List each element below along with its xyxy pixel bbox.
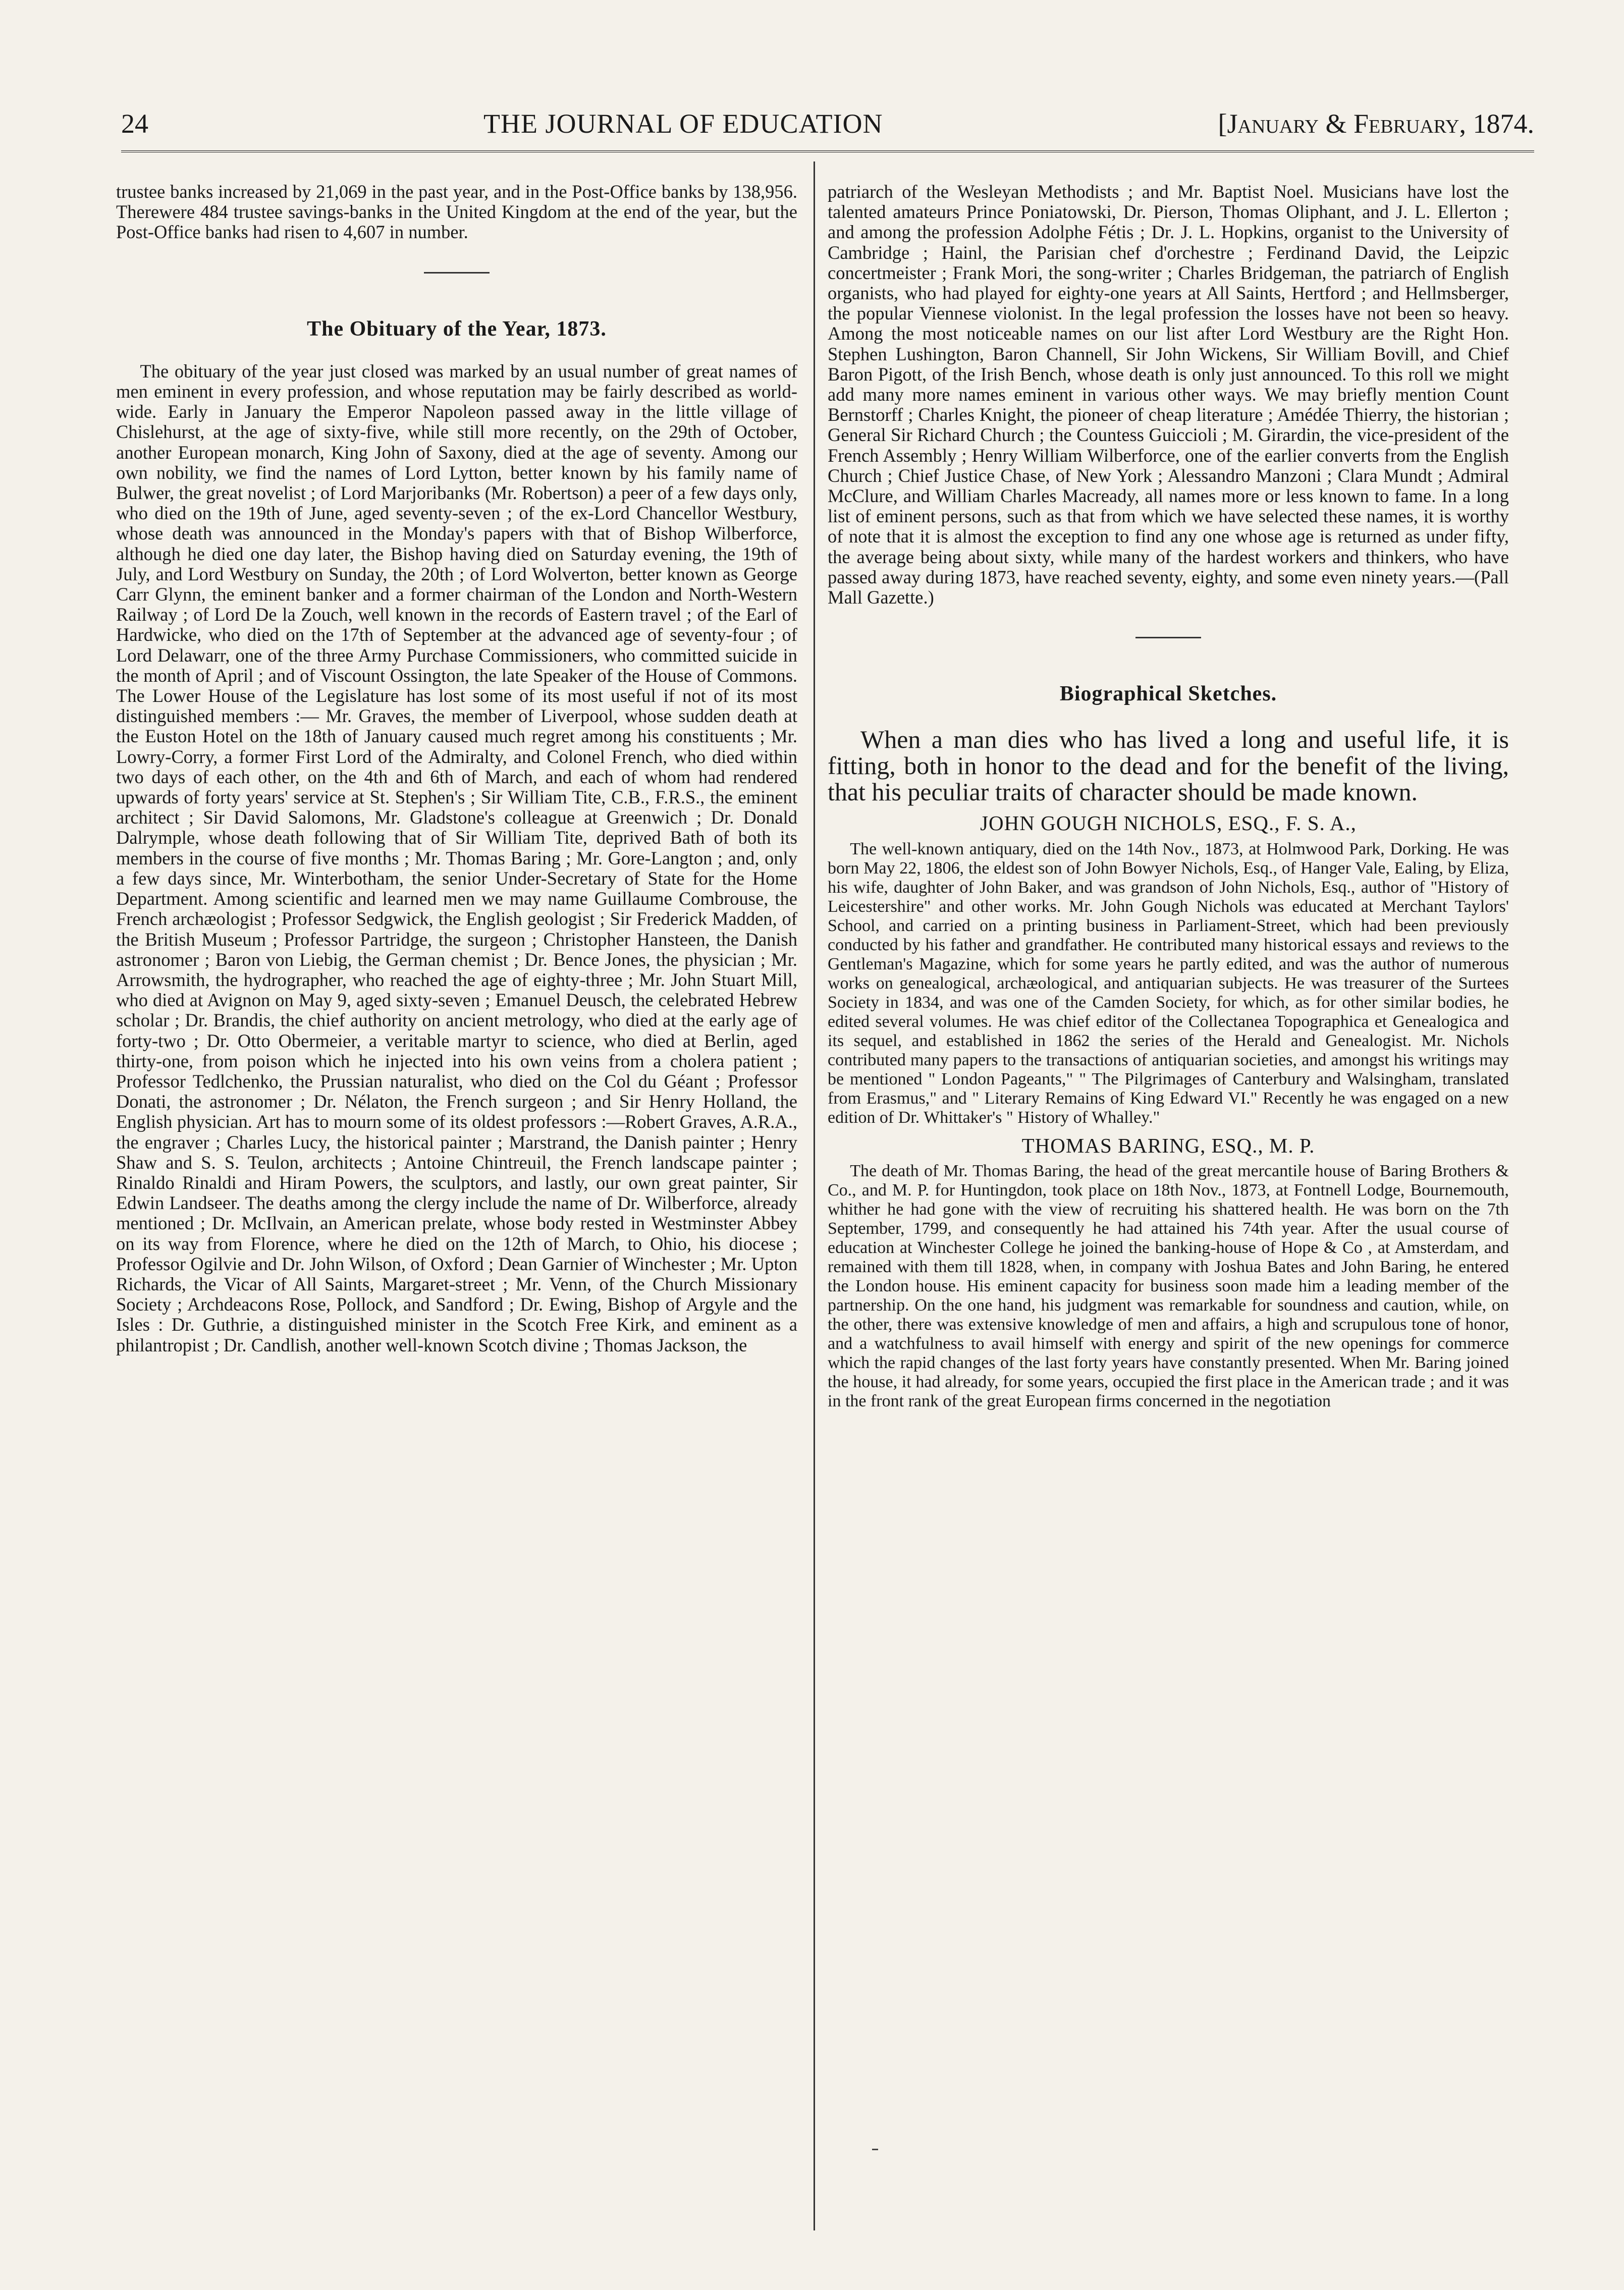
obituary-continuation: patriarch of the Wesleyan Methodists ; and Mr. Baptist Noel. Musicians have lost the talented amateurs Prince Poniatowski, Dr. Pierson, Thomas Oliphant, and J. L. Ellerton ; and among the profession Adolphe Fétis ; Dr. J. L. Hopkins, organist to the University of Cambridge ; Hainl, the Parisian chef d'orchestre ; Ferdinand David, the Leipzic concertmeister ; Frank Mori, the song-writer ; Charles Bridgeman, the patriarch of English organists, who had played for eighty-one years at All Saints, Hertford ; and Hellmsberger, the popular Viennese violonist. In the legal profession the losses have not been so heavy. Among the most noticeable names on our list after Lord Westbury are the Right Hon. Stephen Lushington, Baron Channell, Sir John Wickens, Sir William Bovill, and Chief Baron Pigott, of the Irish Bench, whose death is only just announced. To this roll we might add many more names eminent in various other ways. We may briefly mention Count Bernstorff ; Charles Knight, the pioneer of cheap literature ; Amédée Thierry, the historian ; General Sir Richard Church ; the Countess Guiccioli ; M. Girardin, the vice-president of the French Assembly ; Henry William Wilberforce, one of the earlier converts from the English Church ; Chief Justice Chase, of New York ; Alessandro Manzoni ; Clara Mundt ; Admiral McClure, and William Charles Macready, all names more or less known to fame. In a long list of eminent persons, such as that from which we have selected these names, it is worthy of note that it is almost the exception to find any one whose age is returned as under fifty, the average being about sixty, while many of the hardest workers and thinkers, who have passed away during 1873, have reached seventy, eighty, and some even ninety years.—(Pall Mall Gazette.) xyxy=(828,182,1509,608)
issue-date: [January & February, 1874. xyxy=(1218,108,1534,139)
section-separator xyxy=(1135,637,1201,638)
obituary-text: The obituary of the year just closed was marked by an usual number of great names of men eminent in every profession, and whose reputation may be fairly described as world-wide. Early in January the Emperor Napoleon passed away in the little village of Chislehurst, at the age of sixty-five, while still more recently, on the 29th of October, another European monarch, King John of Saxony, died at the age of seventy. Among our own nobility, we find the names of Lord Lytton, better known by his family name of Bulwer, the great novelist ; of Lord Marjoribanks (Mr. Robertson) a peer of a few days only, who died on the 19th of June, aged seventy-seven ; of the ex-Lord Chancellor Westbury, whose death was announced in the Monday's papers with that of Bishop Wilberforce, although he died one day later, the Bishop having died on Saturday evening, the 19th of July, and Lord Westbury on Sunday, the 20th ; of Lord Wolverton, better known as George Carr Glynn, the eminent banker and a former chairman of the London and North-Western Railway ; of Lord De la Zouch, well known in the records of Eastern travel ; of the Earl of Hardwicke, who died on the 17th of September at the advanced age of seventy-four ; of Lord Delawarr, one of the three Army Purchase Commissioners, who committed suicide in the month of April ; and of Viscount Ossington, the late Speaker of the House of Commons. The Lower House of the Legislature has lost some of its most useful if not of its most distinguished members :— Mr. Graves, the member of Liverpool, whose sudden death at the Euston Hotel on the 18th of January caused much regret among his constituents ; Mr. Lowry-Corry, a former First Lord of the Admiralty, and Colonel French, who died within two days of each other, on the 4th and 6th of March, and each of whom had rendered upwards of forty years' service at St. Stephen's ; Sir William Tite, C.B., F.R.S., the eminent architect ; Sir David Salomons, Mr. Gladstone's colleague at Greenwich ; Dr. Donald Dalrymple, whose death following that of Sir William Tite, deprived Bath of both its members in the course of five months ; Mr. Thomas Baring ; Mr. Gore-Langton ; and, only a few days since, Mr. Winterbotham, the senior Under-Secretary of State for the Home Department. Among scientific and learned men we may name Guillaume Combrouse, the French archæologist ; Professor Sedgwick, the English geologist ; Sir Frederick Madden, of the British Museum ; Professor Partridge, the surgeon ; Christopher Hansteen, the Danish astronomer ; Baron von Liebig, the German chemist ; Dr. Bence Jones, the physician ; Mr. Arrowsmith, the hydrographer, who reached the age of eighty-three ; Mr. John Stuart Mill, who died at Avignon on May 9, aged sixty-seven ; Emanuel Deusch, the celebrated Hebrew scholar ; Dr. Brandis, the chief authority on ancient metrology, who died at the early age of forty-two ; Dr. Otto Obermeier, a veritable martyr to science, who died at Berlin, aged thirty-one, from poison which he injected into his own veins from a cholera patient ; Professor Tedlchenko, the Prussian naturalist, who died on the Col du Géant ; Professor Donati, the astronomer ; Dr. Nélaton, the French surgeon ; and Sir Henry Holland, the English physician. Art has to mourn some of its oldest professors :—Robert Graves, A.R.A., the engraver ; Charles Lucy, the historical painter ; Marstrand, the Danish painter ; Henry Shaw and S. S. Teulon, architects ; Antoine Chintreuil, the French landscape painter ; Rinaldo Rinaldi and Hiram Powers, the sculptors, and lastly, our own great painter, Sir Edwin Landseer. The deaths among the clergy include the name of Dr. Wilberforce, already mentioned ; Dr. McIlvain, an American prelate, whose body rested in Westminster Abbey on its way from Florence, where he died on the 12th of March, to Ohio, his diocese ; Professor Ogilvie and Dr. John Wilson, of Oxford ; Dean Garnier of Winchester ; Mr. Upton Richards, the Vicar of All Saints, Margaret-street ; Mr. Venn, of the Church Missionary Society ; Archdeacons Rose, Pollock, and Sandford ; Dr. Ewing, Bishop of Argyle and the Isles : Dr. Guthrie, a distinguished minister in the Scotch Free Kirk, and eminent as a philantropist ; Dr. Candlish, another well-known Scotch divine ; Thomas Jackson, the xyxy=(116,360,797,1355)
obituary-title: The Obituary of the Year, 1873. xyxy=(307,317,607,341)
biographical-title: Biographical Sketches. xyxy=(1059,682,1277,706)
page-header xyxy=(121,96,1534,151)
baring-heading: THOMAS BARING, ESQ., M. P. xyxy=(1021,1133,1315,1157)
print-mark xyxy=(872,2149,878,2150)
column-divider xyxy=(814,161,815,2230)
right-column xyxy=(828,182,1509,2230)
page-number: 24 xyxy=(121,108,148,139)
header-rule xyxy=(121,150,1534,152)
savings-banks-paragraph: trustee banks increased by 21,069 in the past year, and in the Post-Office banks by 138,956. Therewere 484 trustee savings-banks in the United Kingdom at the end of the year, but the Post-Office banks had risen to 4,607 in number. xyxy=(116,182,797,243)
baring-text: The death of Mr. Thomas Baring, the head of the great mercantile house of Baring Brothers & Co., and M. P. for Huntingdon, took place on 18th Nov., 1873, at Fontnell Lodge, Bournemouth, whither he had gone with the view of recruiting his shattered health. He was born on the 7th September, 1799, and consequently he had attained his 74th year. After the usual course of education at Winchester College he joined the banking-house of Hope & Co , at Amsterdam, and remained with them till 1828, when, in company with Joshua Bates and John Baring, he entered the London house. His eminent capacity for business soon made him a leading member of the partnership. On the one hand, his judgment was remarkable for soundness and caution, while, on the other, there was extensive knowledge of men and affairs, a high and scrupulous tone of honor, and a watchfulness to avail himself with energy and spirit of the new openings for commerce which the rapid changes of the last forty years have constantly presented. When Mr. Baring joined the house, it had already, for some years, occupied the first place in the American trade ; and it was in the front rank of the great European firms concerned in the negotiation xyxy=(828,1161,1509,1410)
nichols-text: The well-known antiquary, died on the 14th Nov., 1873, at Holmwood Park, Dorking. He was born May 22, 1806, the eldest son of John Bowyer Nichols, Esq., of Hanger Vale, Ealing, by Eliza, his wife, daughter of John Baker, and was grandson of John Nichols, Esq., author of "History of Leicestershire" and other works. Mr. John Gough Nichols was educated at Merchant Taylors' School, and carried on a printing business in Parliament-Street, which had been previously conducted by his father and grandfather. He contributed many historical essays and reviews to the Gentleman's Magazine, which for some years he partly edited, and was the author of numerous works on genealogical, archæological, and antiquarian subjects. He was treasurer of the Surtees Society in 1834, and was one of the Camden Society, for which, as for other similar bodies, he edited several volumes. He was chief editor of the Collectanea Topographica et Genealogica and its sequel, and established in 1862 the series of the Herald and Genealogist. Mr. Nichols contributed many papers to the transactions of antiquarian societies, and amongst his writings may be mentioned " London Pageants," " The Pilgrimages of Canterbury and Walsingham, translated from Erasmus," and " Literary Remains of King Edward VI." Recently he was engaged on a new edition of Dr. Whittaker's " History of Whalley." xyxy=(828,839,1509,1127)
nichols-heading: JOHN GOUGH NICHOLS, ESQ., F. S. A., xyxy=(980,811,1357,835)
left-column xyxy=(116,182,797,2230)
journal-title: THE JOURNAL OF EDUCATION xyxy=(483,108,883,139)
biographical-intro: When a man dies who has lived a long and useful life, it is fitting, both in honor to the dead and for the benefit of the living, that his peculiar traits of character should be made known. xyxy=(828,725,1509,806)
section-separator xyxy=(424,272,490,274)
